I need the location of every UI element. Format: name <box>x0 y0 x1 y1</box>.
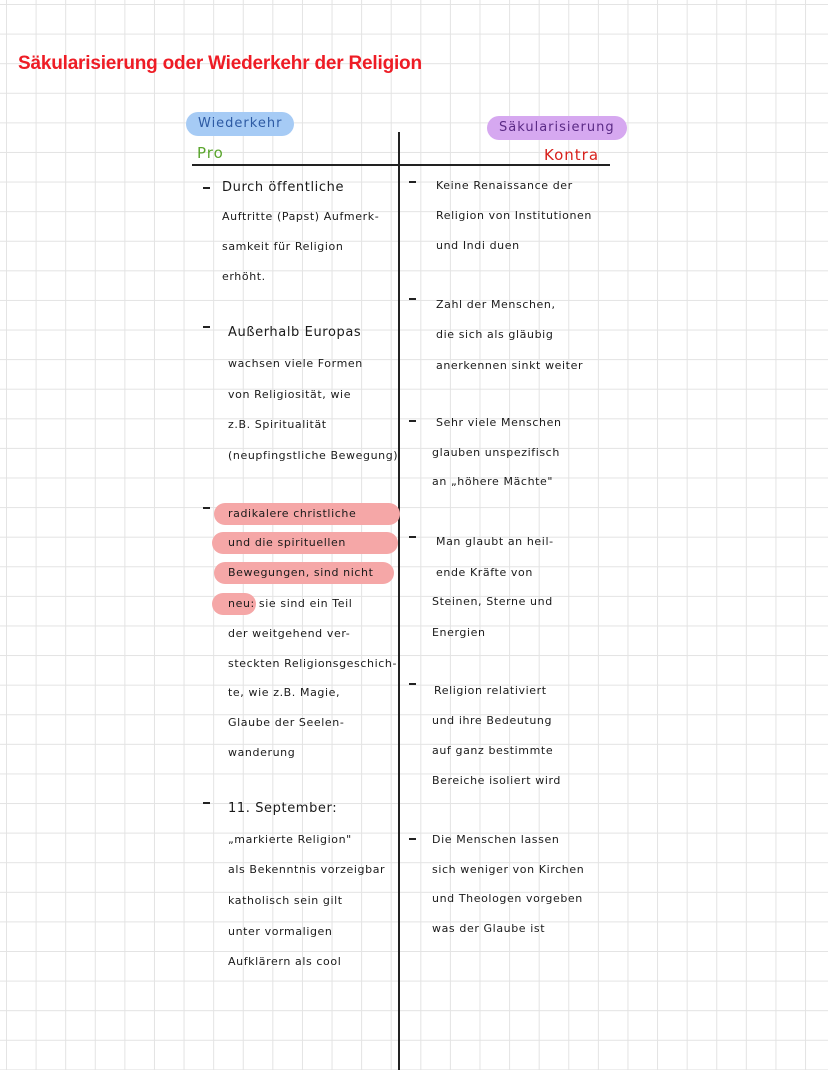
pro-text-line: te, wie z.B. Magie, <box>228 686 341 699</box>
contra-text-line: sich weniger von Kirchen <box>432 863 585 876</box>
contra-text-line: und Indi duen <box>436 239 520 252</box>
pro-text-line: erhöht. <box>222 270 266 283</box>
pro-bullet-2 <box>203 326 210 328</box>
table-header-rule <box>192 164 610 166</box>
contra-label: Kontra <box>544 146 600 164</box>
pro-text-line: „markierte Religion" <box>228 833 352 846</box>
contra-text-line: Sehr viele Menschen <box>436 416 562 429</box>
contra-text-line: Zahl der Menschen, <box>436 298 556 311</box>
contra-bullet-3 <box>409 420 416 422</box>
pro-text-line: Glaube der Seelen- <box>228 716 345 729</box>
contra-text-line: an „höhere Mächte" <box>432 475 554 488</box>
contra-text-line: Religion relativiert <box>434 684 547 697</box>
contra-text-line: auf ganz bestimmte <box>432 744 554 757</box>
contra-text-line: Keine Renaissance der <box>436 179 573 192</box>
pro-text-line: wachsen viele Formen <box>228 357 363 370</box>
contra-bullet-6 <box>409 838 416 840</box>
contra-text-line: Steinen, Sterne und <box>432 595 553 608</box>
contra-bullet-4 <box>409 536 416 538</box>
pro-text-line: 11. September: <box>228 801 338 816</box>
contra-text-line: und ihre Bedeutung <box>432 714 553 727</box>
contra-bullet-1 <box>409 181 416 183</box>
pro-label: Pro <box>197 144 224 162</box>
pro-text-line: als Bekenntnis vorzeigbar <box>228 863 386 876</box>
contra-text-line: und Theologen vorgeben <box>432 892 583 905</box>
pro-text-line: Durch öffentliche <box>222 180 345 195</box>
wiederkehr-tag: Wiederkehr <box>186 112 294 136</box>
contra-text-line: ende Kräfte von <box>436 566 533 579</box>
contra-bullet-5 <box>409 683 416 685</box>
contra-text-line: glauben unspezifisch <box>432 446 560 459</box>
pro-bullet-3 <box>203 507 210 509</box>
pro-text-line: und die spirituellen <box>228 536 346 549</box>
pro-text-line: wanderung <box>228 746 296 759</box>
contra-text-line: die sich als gläubig <box>436 328 554 341</box>
column-divider <box>398 132 400 1070</box>
saekularisierung-tag: Säkularisierung <box>487 116 627 140</box>
pro-bullet-1 <box>203 187 210 189</box>
pro-text-line: Aufklärern als cool <box>228 955 342 968</box>
contra-text-line: Man glaubt an heil- <box>436 535 554 548</box>
contra-bullet-2 <box>409 298 416 300</box>
pro-text-line: Außerhalb Europas <box>228 325 362 340</box>
pro-text-line: von Religiosität, wie <box>228 388 352 401</box>
pro-text-line: neu: sie sind ein Teil <box>228 597 353 610</box>
contra-text-line: Religion von Institutionen <box>436 209 592 222</box>
contra-text-line: anerkennen sinkt weiter <box>436 359 584 372</box>
pro-text-line: Bewegungen, sind nicht <box>228 566 374 579</box>
contra-text-line: Bereiche isoliert wird <box>432 774 561 787</box>
pro-text-line: unter vormaligen <box>228 925 333 938</box>
pro-text-line: der weitgehend ver- <box>228 627 351 640</box>
contra-text-line: Energien <box>432 626 486 639</box>
pro-text-line: z.B. Spiritualität <box>228 418 327 431</box>
page-title: Säkularisierung oder Wiederkehr der Religion <box>18 53 422 74</box>
pro-text-line: samkeit für Religion <box>222 240 344 253</box>
pro-text-line: Auftritte (Papst) Aufmerk- <box>222 210 380 223</box>
contra-text-line: Die Menschen lassen <box>432 833 560 846</box>
pro-text-line: steckten Religionsgeschich- <box>228 657 398 670</box>
pro-text-line: radikalere christliche <box>228 507 357 520</box>
pro-text-line: katholisch sein gilt <box>228 894 343 907</box>
pro-text-line: (neupfingstliche Bewegung) <box>228 449 399 462</box>
pro-bullet-4 <box>203 802 210 804</box>
contra-text-line: was der Glaube ist <box>432 922 546 935</box>
